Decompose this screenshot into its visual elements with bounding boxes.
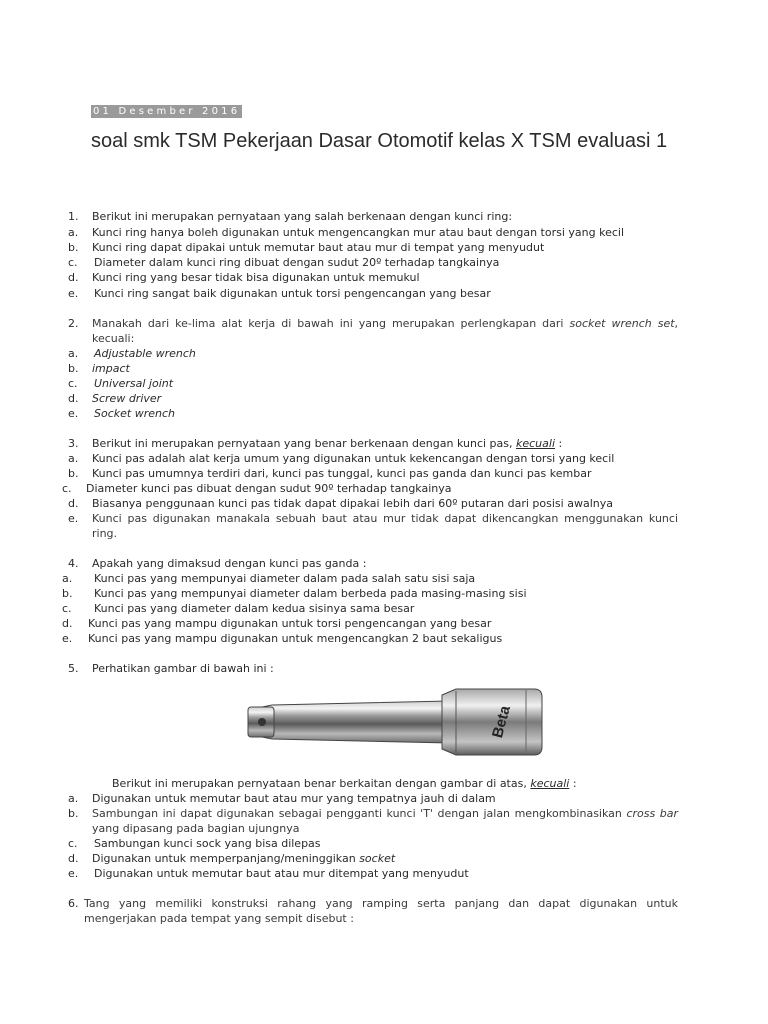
option-text: Kunci pas yang mempunyai diameter dalam berbeda pada masing-masing sisi [94,587,527,600]
option-text: Socket wrench [94,407,175,420]
question-emphasis: kecuali [516,437,556,450]
option-text-part: Digunakan untuk memperpanjang/meninggikan [92,852,356,865]
question-text [92,316,678,346]
socket-extension-bar-image [244,683,544,761]
option-mark: c. [62,482,72,495]
tool-brand-text: Beta [489,703,514,740]
option-mark: b. [68,467,79,480]
option-mark: b. [68,362,79,375]
option-text-tail: yang dipasang pada bagian ujungnya [92,822,300,835]
question-text-tail: , kecuali: [92,317,679,345]
option-mark: d. [68,271,79,284]
option-text: Kunci pas umumnya terdiri dari, kunci pas tunggal, kunci pas ganda dan kunci pas kembar [92,467,592,480]
question-number: 3. [68,437,79,450]
option-mark: e. [68,407,79,420]
option-mark: c. [68,377,78,390]
option-text: Kunci pas adalah alat kerja umum yang digunakan untuk kekencangan dengan torsi yang kecil [92,452,615,465]
option-mark: a. [68,226,79,239]
option-text: Kunci pas yang diameter dalam kedua sisinya sama besar [94,602,415,615]
question-number: 5. [68,662,79,675]
question-stem [112,776,577,791]
question-number: 2. [68,317,79,330]
option-text [92,806,678,836]
question-text-tail: : [555,437,563,450]
option-text-italic: socket [359,852,396,865]
page-title: soal smk TSM Pekerjaan Dasar Otomotif kelas X TSM evaluasi 1 [91,130,668,152]
option-text: impact [92,362,130,375]
option-text: Diameter kunci pas dibuat dengan sudut 90º terhadap tangkainya [86,482,452,495]
option-mark: d. [62,617,73,630]
question-text: Apakah yang dimaksud dengan kunci pas ganda : [92,557,367,570]
option-text: Biasanya penggunaan kunci pas tidak dapat dipakai lebih dari 60º putaran dari posisi awalnya [92,497,613,510]
option-text: Kunci pas yang mempunyai diameter dalam pada salah satu sisi saja [94,572,476,585]
option-text-italic: cross bar [626,807,678,820]
option-text: Kunci pas digunakan manakala sebuah baut atau mur tidak dapat dikencangkan menggunakan kunci ring. [92,512,678,540]
option-text: Sambungan kunci sock yang bisa dilepas [94,837,321,850]
question-number: 4. [68,557,79,570]
option-mark: a. [68,347,79,360]
question-text-part: Berikut ini merupakan pernyataan yang benar berkenaan dengan kunci pas, [92,437,513,450]
option-mark: b. [68,807,79,820]
option-text: Kunci ring yang besar tidak bisa digunakan untuk memukul [92,271,420,284]
question-text: Perhatikan gambar di bawah ini : [92,662,274,675]
option-mark: a. [68,452,79,465]
option-mark: e. [68,287,79,300]
question-text-part: Manakah dari ke-lima alat kerja di bawah ini yang merupakan perlengkapan dari [92,317,564,330]
question-text [92,436,562,451]
option-mark: b. [62,587,73,600]
option-mark: c. [68,837,78,850]
option-text: Screw driver [92,392,162,405]
question-text: Tang yang memiliki konstruksi rahang yang ramping serta panjang dan dapat digunakan untuk mengerjakan pada tempat yang sempit disebut : [84,897,678,925]
option-mark: d. [68,392,79,405]
option-mark: e. [68,512,79,525]
question-text: Berikut ini merupakan pernyataan yang salah berkenaan dengan kunci ring: [92,210,513,223]
option-text: Universal joint [94,377,174,390]
option-mark: b. [68,241,79,254]
option-text-part: Sambungan ini dapat digunakan sebagai pengganti kunci 'T' dengan jalan mengkombinasikan [92,807,622,820]
option-text: Kunci pas yang mampu digunakan untuk torsi pengencangan yang besar [88,617,492,630]
post-date: 01 Desember 2016 [93,106,241,117]
option-text: Digunakan untuk memutar baut atau mur ditempat yang menyudut [94,867,469,880]
question-text-italic: socket wrench set [569,317,675,330]
option-mark: e. [62,632,73,645]
option-mark: d. [68,852,79,865]
option-mark: e. [68,867,79,880]
option-text: Diameter dalam kunci ring dibuat dengan sudut 20º terhadap tangkainya [94,256,500,269]
question-stem-tail: : [569,777,577,790]
question-number: 6. [68,897,79,910]
option-mark: a. [68,792,79,805]
question-emphasis: kecuali [530,777,570,790]
option-mark: a. [62,572,73,585]
question-number: 1. [68,210,79,223]
option-mark: c. [62,602,72,615]
option-text: Adjustable wrench [94,347,196,360]
question-stem-part: Berikut ini merupakan pernyataan benar berkaitan dengan gambar di atas, [112,777,527,790]
option-text: Kunci pas yang mampu digunakan untuk mengencangkan 2 baut sekaligus [88,632,503,645]
option-mark: c. [68,256,78,269]
option-text: Kunci ring dapat dipakai untuk memutar baut atau mur di tempat yang menyudut [92,241,545,254]
option-text [92,851,395,866]
option-text: Kunci ring sangat baik digunakan untuk torsi pengencangan yang besar [94,287,491,300]
option-text: Digunakan untuk memutar baut atau mur yang tempatnya jauh di dalam [92,792,496,805]
option-mark: d. [68,497,79,510]
option-text: Kunci ring hanya boleh digunakan untuk mengencangkan mur atau baut dengan torsi yang kecil [92,226,625,239]
